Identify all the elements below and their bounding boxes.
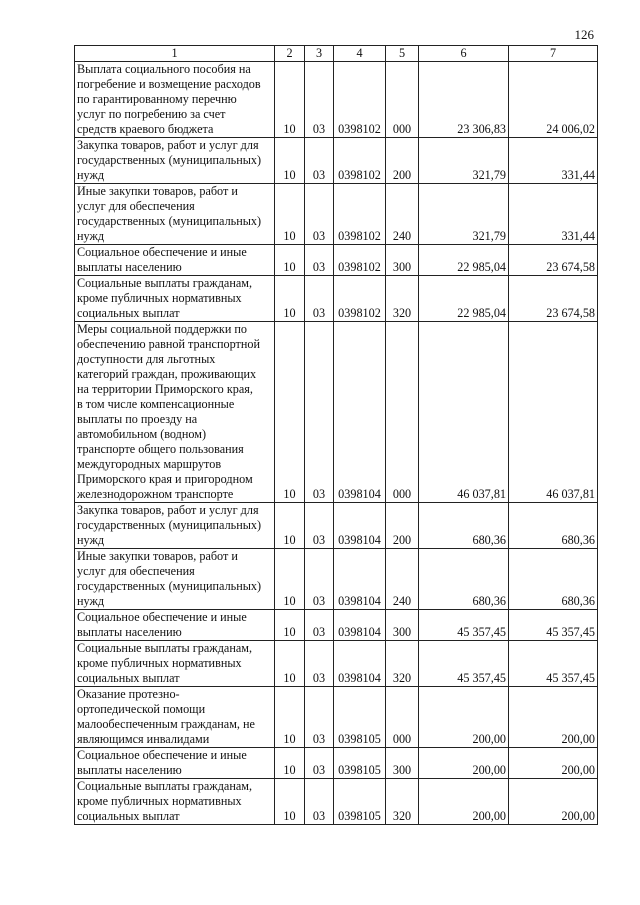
target-article-cell: 0398105 [334,687,386,748]
subsection-code-cell: 03 [305,748,334,779]
expense-type-cell: 240 [386,184,419,245]
amount-year1-cell: 22 985,04 [419,276,509,322]
subsection-code-cell: 03 [305,276,334,322]
column-header: 7 [509,46,598,62]
table-row [75,62,598,138]
expense-name-cell: Иные закупки товаров, работ и услуг для обеспечения государственных (муниципальных) нужд [75,549,275,610]
amount-year1-cell: 680,36 [419,503,509,549]
expense-type-cell: 320 [386,641,419,687]
section-code-cell: 10 [275,276,305,322]
subsection-code-cell: 03 [305,610,334,641]
expense-type-cell: 000 [386,322,419,503]
expense-name-cell: Закупка товаров, работ и услуг для государственных (муниципальных) нужд [75,503,275,549]
amount-year2-cell: 200,00 [509,748,598,779]
page-number: 126 [574,27,594,42]
amount-year1-cell: 46 037,81 [419,322,509,503]
subsection-code-cell: 03 [305,503,334,549]
subsection-code-cell: 03 [305,184,334,245]
expense-name-cell: Социальное обеспечение и иные выплаты населению [75,748,275,779]
subsection-code-cell: 03 [305,62,334,138]
table-row [75,184,598,245]
column-header: 2 [275,46,305,62]
amount-year1-cell: 45 357,45 [419,610,509,641]
amount-year1-cell: 200,00 [419,687,509,748]
target-article-cell: 0398104 [334,503,386,549]
expense-name-cell: Социальные выплаты гражданам, кроме публичных нормативных социальных выплат [75,779,275,825]
target-article-cell: 0398104 [334,610,386,641]
table-row [75,322,598,503]
target-article-cell: 0398102 [334,138,386,184]
table-row [75,549,598,610]
table-row [75,245,598,276]
table-row [75,276,598,322]
section-code-cell: 10 [275,641,305,687]
table-row [75,687,598,748]
column-header: 6 [419,46,509,62]
amount-year2-cell: 680,36 [509,503,598,549]
subsection-code-cell: 03 [305,138,334,184]
amount-year2-cell: 24 006,02 [509,62,598,138]
expense-type-cell: 320 [386,276,419,322]
section-code-cell: 10 [275,245,305,276]
column-header: 1 [75,46,275,62]
amount-year2-cell: 331,44 [509,184,598,245]
expense-type-cell: 200 [386,503,419,549]
expense-type-cell: 000 [386,687,419,748]
table-row [75,610,598,641]
table-header-row [75,46,598,62]
table-row [75,641,598,687]
expense-name-cell: Выплата социального пособия на погребение и возмещение расходов по гарантированному перечню услуг по погребению за счет средств краевого бюджета [75,62,275,138]
target-article-cell: 0398104 [334,641,386,687]
subsection-code-cell: 03 [305,779,334,825]
expense-type-cell: 200 [386,138,419,184]
expense-name-cell: Закупка товаров, работ и услуг для государственных (муниципальных) нужд [75,138,275,184]
target-article-cell: 0398104 [334,322,386,503]
amount-year2-cell: 46 037,81 [509,322,598,503]
amount-year2-cell: 23 674,58 [509,245,598,276]
expense-type-cell: 300 [386,748,419,779]
amount-year2-cell: 331,44 [509,138,598,184]
expense-name-cell: Социальное обеспечение и иные выплаты населению [75,245,275,276]
amount-year1-cell: 22 985,04 [419,245,509,276]
target-article-cell: 0398102 [334,276,386,322]
subsection-code-cell: 03 [305,245,334,276]
subsection-code-cell: 03 [305,687,334,748]
subsection-code-cell: 03 [305,322,334,503]
amount-year1-cell: 23 306,83 [419,62,509,138]
amount-year2-cell: 200,00 [509,687,598,748]
expense-name-cell: Социальное обеспечение и иные выплаты населению [75,610,275,641]
section-code-cell: 10 [275,322,305,503]
target-article-cell: 0398102 [334,184,386,245]
target-article-cell: 0398105 [334,748,386,779]
expense-name-cell: Меры социальной поддержки по обеспечению равной транспортной доступности для льготных категорий граждан, проживающих на территории Приморского края, в том числе компенсационные выплаты по проезду на автомобильном (водном) транспорте общего пользования междугородных маршрутов Приморского края и пригородном железнодорожном транспорте [75,322,275,503]
target-article-cell: 0398102 [334,245,386,276]
target-article-cell: 0398104 [334,549,386,610]
amount-year2-cell: 45 357,45 [509,610,598,641]
subsection-code-cell: 03 [305,549,334,610]
amount-year2-cell: 45 357,45 [509,641,598,687]
expense-name-cell: Оказание протезно- ортопедической помощи малообеспеченным гражданам, не являющимся инвалидами [75,687,275,748]
subsection-code-cell: 03 [305,641,334,687]
amount-year1-cell: 321,79 [419,184,509,245]
section-code-cell: 10 [275,610,305,641]
amount-year1-cell: 200,00 [419,748,509,779]
budget-table [74,45,598,825]
expense-type-cell: 240 [386,549,419,610]
column-header: 3 [305,46,334,62]
expense-name-cell: Социальные выплаты гражданам, кроме публичных нормативных социальных выплат [75,641,275,687]
column-header: 4 [334,46,386,62]
amount-year2-cell: 200,00 [509,779,598,825]
amount-year2-cell: 23 674,58 [509,276,598,322]
target-article-cell: 0398102 [334,62,386,138]
section-code-cell: 10 [275,687,305,748]
table-row [75,138,598,184]
section-code-cell: 10 [275,62,305,138]
amount-year1-cell: 680,36 [419,549,509,610]
expense-type-cell: 300 [386,610,419,641]
target-article-cell: 0398105 [334,779,386,825]
expense-name-cell: Иные закупки товаров, работ и услуг для обеспечения государственных (муниципальных) нужд [75,184,275,245]
amount-year1-cell: 200,00 [419,779,509,825]
expense-type-cell: 000 [386,62,419,138]
section-code-cell: 10 [275,138,305,184]
expense-type-cell: 300 [386,245,419,276]
amount-year2-cell: 680,36 [509,549,598,610]
expense-type-cell: 320 [386,779,419,825]
section-code-cell: 10 [275,748,305,779]
section-code-cell: 10 [275,184,305,245]
section-code-cell: 10 [275,503,305,549]
amount-year1-cell: 321,79 [419,138,509,184]
section-code-cell: 10 [275,549,305,610]
column-header: 5 [386,46,419,62]
table-row [75,503,598,549]
section-code-cell: 10 [275,779,305,825]
expense-name-cell: Социальные выплаты гражданам, кроме публичных нормативных социальных выплат [75,276,275,322]
table-row [75,779,598,825]
amount-year1-cell: 45 357,45 [419,641,509,687]
table-row [75,748,598,779]
